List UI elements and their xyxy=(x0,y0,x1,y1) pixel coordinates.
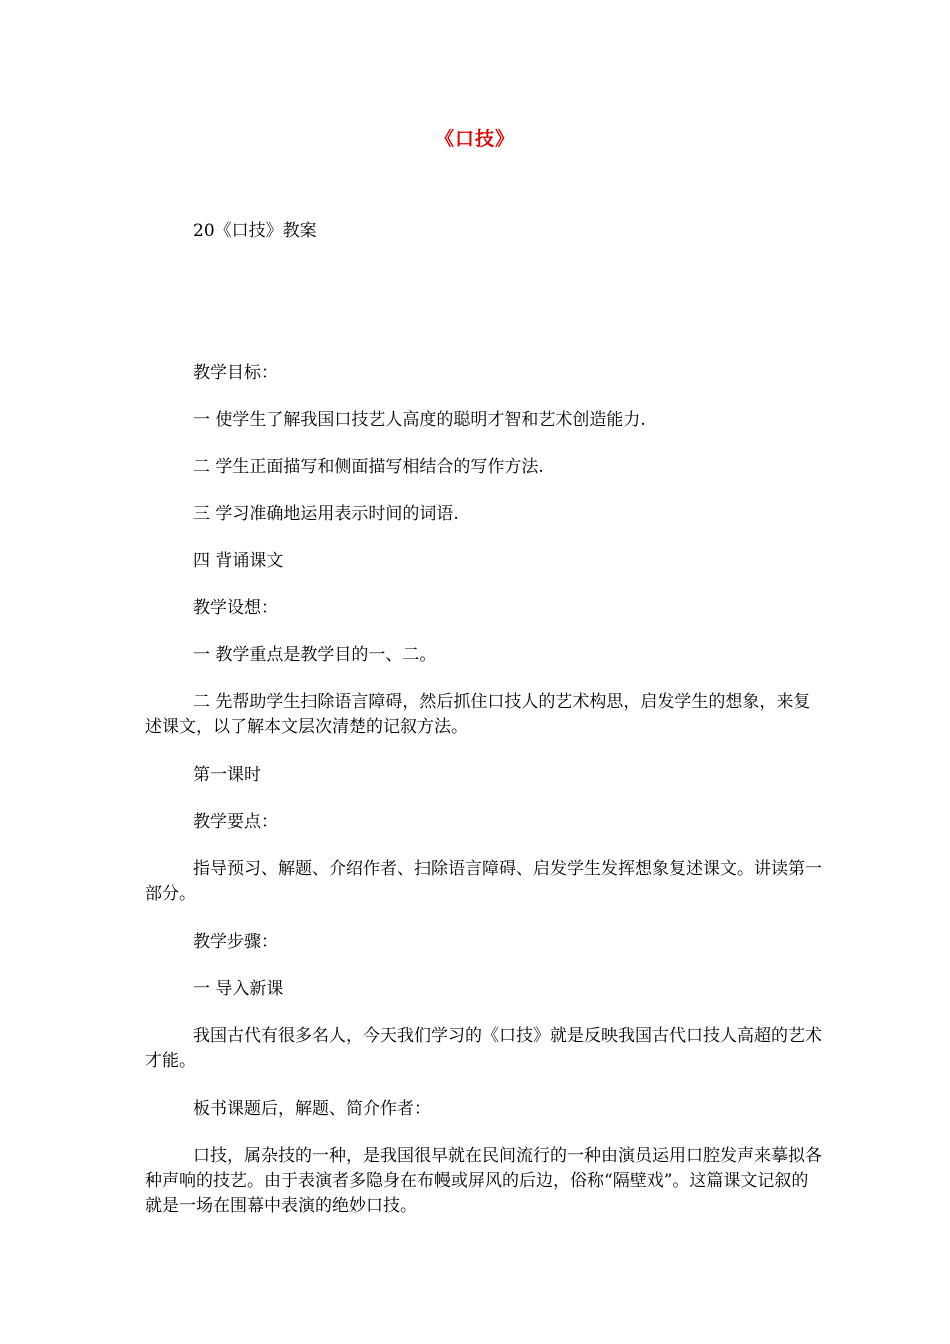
kouji-explanation-paragraph: 口技，属杂技的一种，是我国很早就在民间流行的一种由演员运用口腔发声来摹拟各种声响的技艺。由于表演者多隐身在布幔或屏风的后边，俗称“隔壁戏”。这篇课文记叙的就是一场在围幕中表演的绝妙口技。 xyxy=(145,1146,822,1216)
teaching-points-heading: 教学要点： xyxy=(193,812,278,832)
intro-paragraph: 我国古代有很多名人，今天我们学习的《口技》就是反映我国古代口技人高超的艺术才能。 xyxy=(145,1026,822,1071)
teaching-steps-heading: 教学步骤： xyxy=(193,932,278,952)
teaching-ideas-heading: 教学设想： xyxy=(193,598,278,618)
lesson-plan-heading: 20《口技》教案 xyxy=(193,221,317,241)
idea-item-2: 二 先帮助学生扫除语言障碍，然后抓住口技人的艺术构思，启发学生的想象，来复述课文，以了解本文层次清楚的记叙方法。 xyxy=(145,692,811,737)
goal-item-1: 一 使学生了解我国口技艺人高度的聪明才智和艺术创造能力. xyxy=(193,410,646,430)
goal-item-2: 二 学生正面描写和侧面描写相结合的写作方法. xyxy=(193,457,544,477)
first-lesson-heading: 第一课时 xyxy=(193,765,261,785)
idea-item-1: 一 教学重点是教学目的一、二。 xyxy=(193,645,437,665)
teaching-points-text: 指导预习、解题、介绍作者、扫除语言障碍、启发学生发挥想象复述课文。讲读第一部分。 xyxy=(145,859,822,904)
board-title-paragraph: 板书课题后，解题、简介作者： xyxy=(193,1099,431,1119)
teaching-goals-heading: 教学目标： xyxy=(193,363,278,383)
step-item-1: 一 导入新课 xyxy=(193,979,284,999)
goal-item-3: 三 学习准确地运用表示时间的词语. xyxy=(193,504,459,524)
goal-item-4: 四 背诵课文 xyxy=(193,551,284,571)
page-title: 《口技》 xyxy=(434,128,515,150)
